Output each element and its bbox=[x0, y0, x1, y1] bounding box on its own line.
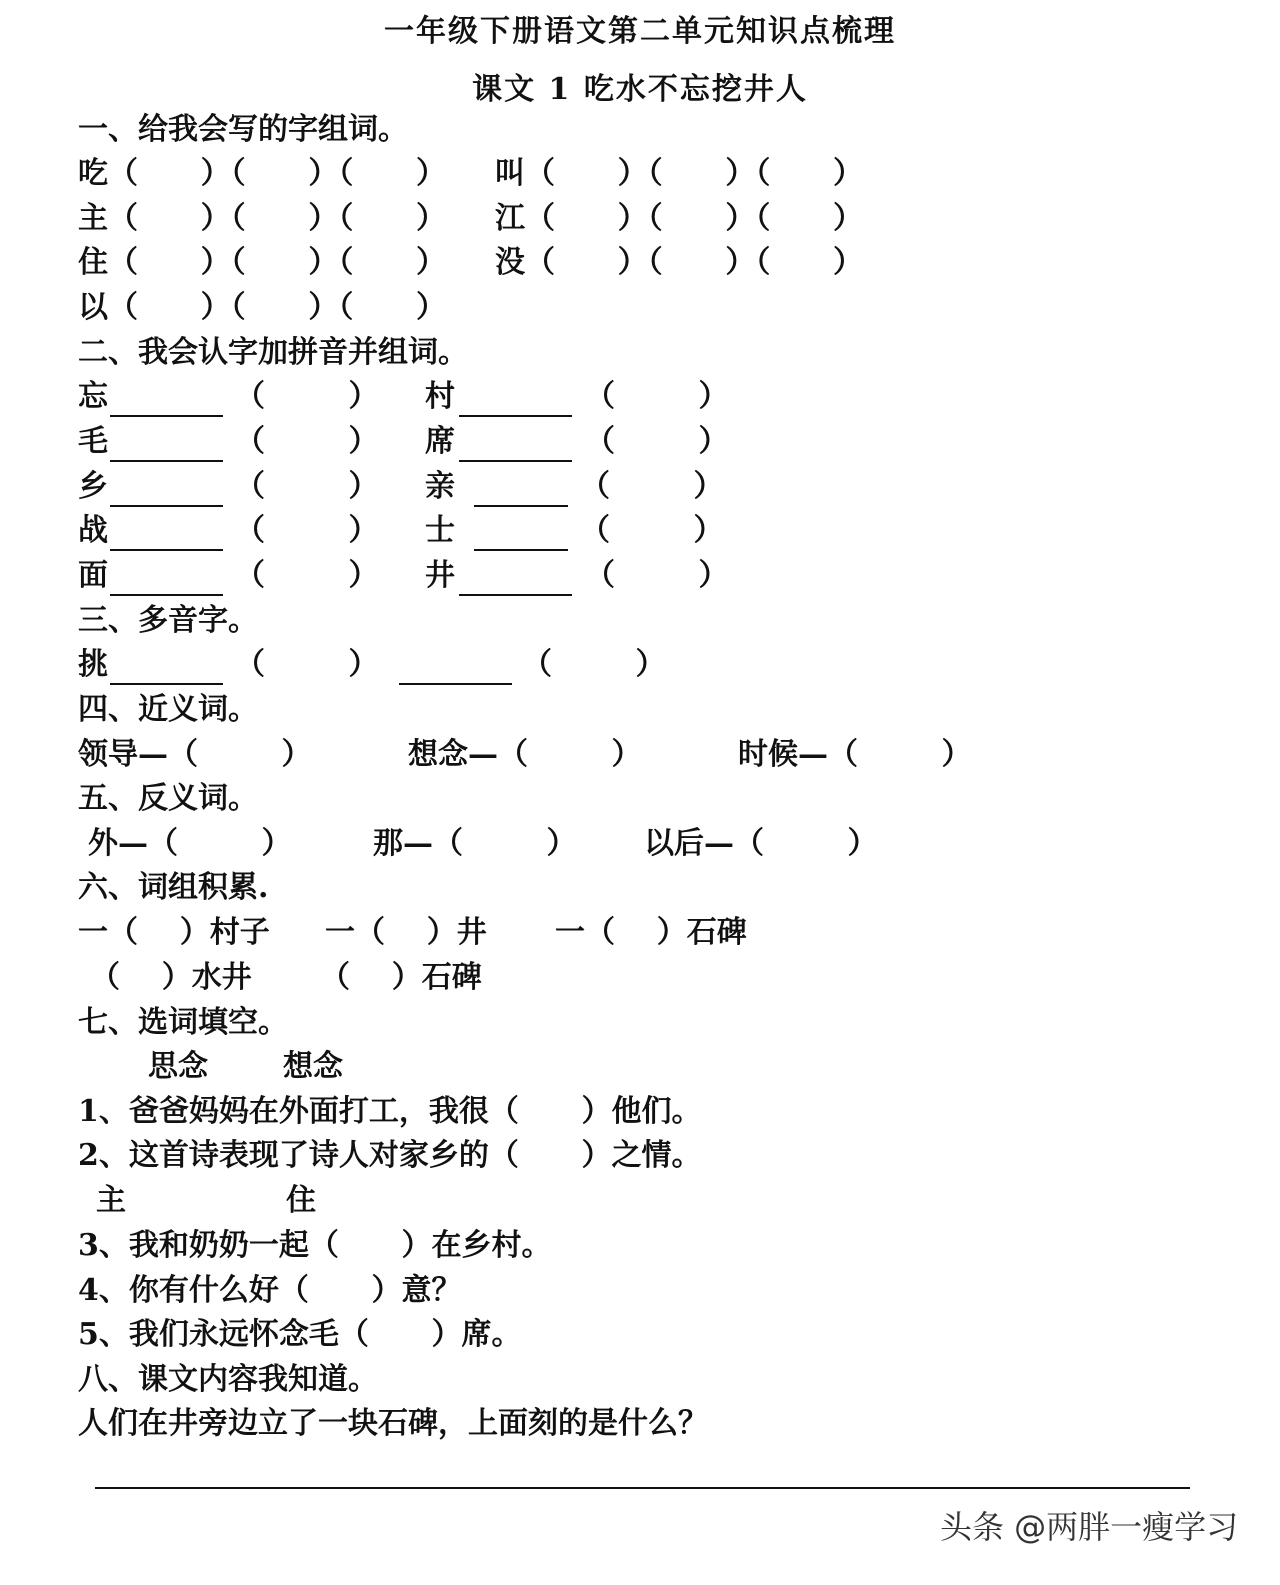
fill-question-3: 3、我和奶奶一起（ ）在乡村。 bbox=[78, 1228, 552, 1263]
s2-char: 亲 bbox=[425, 469, 455, 504]
s2-word-blank: （ ） bbox=[235, 558, 379, 593]
word-choice: 主 bbox=[96, 1183, 126, 1218]
section-2-heading: 二、我会认字加拼音并组词。 bbox=[78, 335, 468, 370]
pinyin-blank[interactable] bbox=[110, 594, 223, 596]
s3-word-blank-1: （ ） bbox=[235, 647, 379, 682]
synonym-item: 时候—（ ） bbox=[738, 737, 972, 772]
phrase-item: 一（ ）石碑 bbox=[555, 915, 747, 950]
pinyin-blank[interactable] bbox=[110, 505, 223, 507]
section-7-heading: 七、选词填空。 bbox=[78, 1005, 288, 1040]
antonym-item: 那—（ ） bbox=[373, 826, 577, 861]
phrase-item: 一（ ）井 bbox=[325, 915, 487, 950]
s2-char: 井 bbox=[425, 558, 455, 593]
pinyin-blank[interactable] bbox=[110, 460, 223, 462]
word-choice: 想念 bbox=[283, 1049, 343, 1084]
fill-question-5: 5、我们永远怀念毛（ ）席。 bbox=[78, 1317, 522, 1352]
section-4-heading: 四、近义词。 bbox=[78, 692, 258, 727]
pinyin-blank[interactable] bbox=[474, 505, 568, 507]
s2-char: 面 bbox=[78, 558, 108, 593]
antonym-item: 外—（ ） bbox=[88, 826, 292, 861]
section-6-heading: 六、词组积累. bbox=[78, 870, 269, 905]
s1-row-2-left: 主（ ）（ ）（ ） bbox=[78, 201, 446, 236]
pinyin-blank[interactable] bbox=[399, 683, 512, 685]
content-question: 人们在井旁边立了一块石碑，上面刻的是什么？ bbox=[78, 1406, 708, 1441]
s3-word-blank-2: （ ） bbox=[522, 647, 666, 682]
watermark: 头条 @两胖一瘦学习 bbox=[940, 1508, 1239, 1546]
s2-word-blank: （ ） bbox=[585, 379, 729, 414]
fill-question-2: 2、这首诗表现了诗人对家乡的（ ）之情。 bbox=[78, 1138, 702, 1173]
s1-row-1-right: 叫（ ）（ ）（ ） bbox=[495, 156, 863, 191]
lesson-title: 课文 1 吃水不忘挖井人 bbox=[472, 72, 808, 107]
pinyin-blank[interactable] bbox=[459, 460, 572, 462]
pinyin-blank[interactable] bbox=[459, 415, 572, 417]
answer-line[interactable] bbox=[95, 1487, 1190, 1489]
word-choice: 思念 bbox=[148, 1049, 208, 1084]
pinyin-blank[interactable] bbox=[110, 683, 223, 685]
pinyin-blank[interactable] bbox=[474, 549, 568, 551]
phrase-item: （ ）水井 bbox=[90, 960, 252, 995]
antonym-item: 以后—（ ） bbox=[644, 826, 878, 861]
s2-word-blank: （ ） bbox=[235, 469, 379, 504]
s2-char: 忘 bbox=[78, 379, 108, 414]
phrase-item: 一（ ）村子 bbox=[78, 915, 270, 950]
synonym-item: 领导—（ ） bbox=[78, 737, 312, 772]
section-8-heading: 八、课文内容我知道。 bbox=[78, 1362, 378, 1397]
s2-word-blank: （ ） bbox=[585, 558, 729, 593]
s2-char: 席 bbox=[425, 424, 455, 459]
s1-row-1-left: 吃（ ）（ ）（ ） bbox=[78, 156, 446, 191]
s2-char: 毛 bbox=[78, 424, 108, 459]
phrase-item: （ ）石碑 bbox=[320, 960, 482, 995]
s2-word-blank: （ ） bbox=[235, 379, 379, 414]
pinyin-blank[interactable] bbox=[459, 594, 572, 596]
s2-char: 乡 bbox=[78, 469, 108, 504]
s3-char: 挑 bbox=[78, 647, 108, 682]
fill-question-4: 4、你有什么好（ ）意？ bbox=[78, 1273, 462, 1308]
section-1-heading: 一、给我会写的字组词。 bbox=[78, 112, 408, 147]
s2-char: 战 bbox=[78, 513, 108, 548]
synonym-item: 想念—（ ） bbox=[408, 737, 642, 772]
word-choice: 住 bbox=[286, 1183, 316, 1218]
s2-word-blank: （ ） bbox=[235, 424, 379, 459]
pinyin-blank[interactable] bbox=[110, 549, 223, 551]
page-title: 一年级下册语文第二单元知识点梳理 bbox=[384, 14, 896, 49]
s2-word-blank: （ ） bbox=[585, 424, 729, 459]
s1-row-3-left: 住（ ）（ ）（ ） bbox=[78, 245, 446, 280]
s1-row-3-right: 没（ ）（ ）（ ） bbox=[495, 245, 863, 280]
s2-word-blank: （ ） bbox=[235, 513, 379, 548]
section-3-heading: 三、多音字。 bbox=[78, 603, 258, 638]
s2-char: 村 bbox=[425, 379, 455, 414]
pinyin-blank[interactable] bbox=[110, 415, 223, 417]
section-5-heading: 五、反义词。 bbox=[78, 781, 258, 816]
s1-row-4-left: 以（ ）（ ）（ ） bbox=[78, 290, 446, 325]
s2-word-blank: （ ） bbox=[580, 469, 724, 504]
s2-word-blank: （ ） bbox=[580, 513, 724, 548]
s1-row-2-right: 江（ ）（ ）（ ） bbox=[495, 201, 863, 236]
fill-question-1: 1、爸爸妈妈在外面打工，我很（ ）他们。 bbox=[78, 1094, 702, 1129]
s2-char: 士 bbox=[425, 513, 455, 548]
